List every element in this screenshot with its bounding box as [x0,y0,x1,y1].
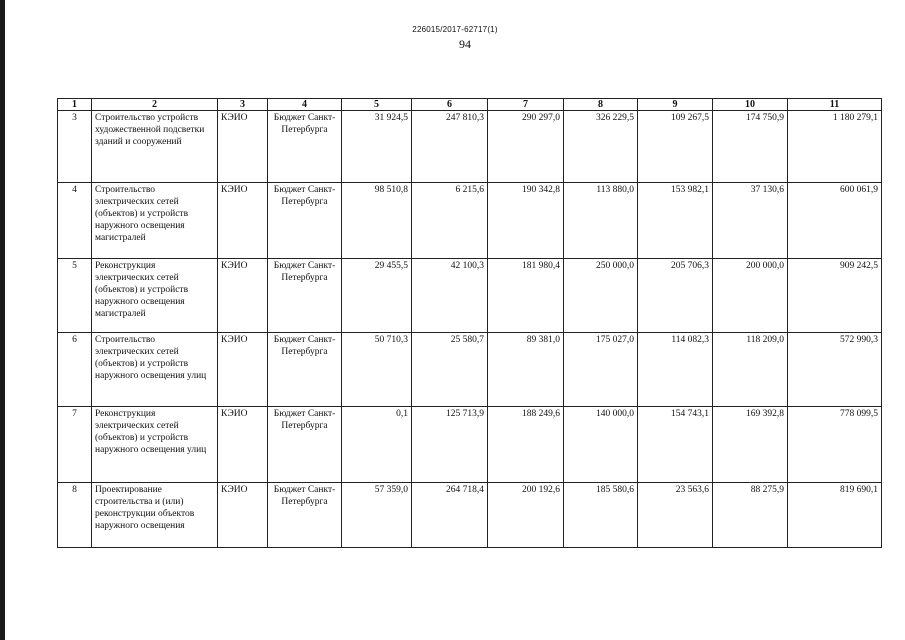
funding-source: Бюджет Санкт-Петербурга [268,407,342,483]
value-col8: 175 027,0 [564,333,638,407]
row-number: 6 [58,333,92,407]
responsible-org: КЭИО [218,333,268,407]
value-col10: 169 392,8 [713,407,788,483]
value-col5: 0,1 [342,407,412,483]
value-col10: 174 750,9 [713,111,788,183]
measure-name: Реконструкция электрических сетей (объектов) и устройств наружного освещения магистралей [92,259,218,333]
funding-source: Бюджет Санкт-Петербурга [268,483,342,548]
value-total: 1 180 279,1 [788,111,882,183]
measure-name: Строительство устройств художественной подсветки зданий и сооружений [92,111,218,183]
value-col5: 57 359,0 [342,483,412,548]
value-total: 778 099,5 [788,407,882,483]
column-header: 2 [92,99,218,111]
measure-name: Проектирование строительства и (или) реконструкции объектов наружного освещения [92,483,218,548]
measure-name: Реконструкция электрических сетей (объектов) и устройств наружного освещения улиц [92,407,218,483]
value-col9: 109 267,5 [638,111,713,183]
header-row [58,99,882,111]
value-col5: 29 455,5 [342,259,412,333]
row-number: 8 [58,483,92,548]
value-col8: 250 000,0 [564,259,638,333]
value-col9: 153 982,1 [638,183,713,259]
column-header: 4 [268,99,342,111]
table-row [58,333,882,407]
value-col6: 264 718,4 [412,483,488,548]
table-row [58,111,882,183]
value-col6: 42 100,3 [412,259,488,333]
value-col5: 50 710,3 [342,333,412,407]
value-col9: 23 563,6 [638,483,713,548]
value-col7: 290 297,0 [488,111,564,183]
table-row [58,483,882,548]
value-col9: 205 706,3 [638,259,713,333]
column-header: 5 [342,99,412,111]
value-col7: 181 980,4 [488,259,564,333]
column-header: 7 [488,99,564,111]
value-total: 819 690,1 [788,483,882,548]
column-header: 8 [564,99,638,111]
responsible-org: КЭИО [218,111,268,183]
value-col10: 118 209,0 [713,333,788,407]
value-total: 909 242,5 [788,259,882,333]
value-total: 572 990,3 [788,333,882,407]
value-col7: 89 381,0 [488,333,564,407]
value-col7: 200 192,6 [488,483,564,548]
measure-name: Строительство электрических сетей (объектов) и устройств наружного освещения магистралей [92,183,218,259]
row-number: 7 [58,407,92,483]
column-header: 10 [713,99,788,111]
responsible-org: КЭИО [218,183,268,259]
measure-name: Строительство электрических сетей (объектов) и устройств наружного освещения улиц [92,333,218,407]
responsible-org: КЭИО [218,407,268,483]
column-header: 6 [412,99,488,111]
column-header: 11 [788,99,882,111]
value-col6: 25 580,7 [412,333,488,407]
value-col5: 31 924,5 [342,111,412,183]
responsible-org: КЭИО [218,259,268,333]
column-header: 3 [218,99,268,111]
value-col6: 247 810,3 [412,111,488,183]
responsible-org: КЭИО [218,483,268,548]
value-total: 600 061,9 [788,183,882,259]
value-col9: 154 743,1 [638,407,713,483]
value-col7: 190 342,8 [488,183,564,259]
value-col10: 88 275,9 [713,483,788,548]
funding-source: Бюджет Санкт-Петербурга [268,111,342,183]
budget-table [57,98,882,548]
column-header: 1 [58,99,92,111]
table-row [58,183,882,259]
value-col6: 125 713,9 [412,407,488,483]
value-col10: 37 130,6 [713,183,788,259]
row-number: 3 [58,111,92,183]
value-col10: 200 000,0 [713,259,788,333]
table-row [58,259,882,333]
table-row [58,407,882,483]
page-number: 94 [459,37,471,51]
funding-source: Бюджет Санкт-Петербурга [268,333,342,407]
value-col8: 113 880,0 [564,183,638,259]
value-col8: 140 000,0 [564,407,638,483]
value-col6: 6 215,6 [412,183,488,259]
value-col9: 114 082,3 [638,333,713,407]
row-number: 5 [58,259,92,333]
column-header: 9 [638,99,713,111]
value-col8: 185 580,6 [564,483,638,548]
funding-source: Бюджет Санкт-Петербурга [268,183,342,259]
value-col5: 98 510,8 [342,183,412,259]
row-number: 4 [58,183,92,259]
document-number: 226015/2017-62717(1) [412,25,498,34]
funding-source: Бюджет Санкт-Петербурга [268,259,342,333]
value-col7: 188 249,6 [488,407,564,483]
value-col8: 326 229,5 [564,111,638,183]
scan-edge [0,0,5,640]
